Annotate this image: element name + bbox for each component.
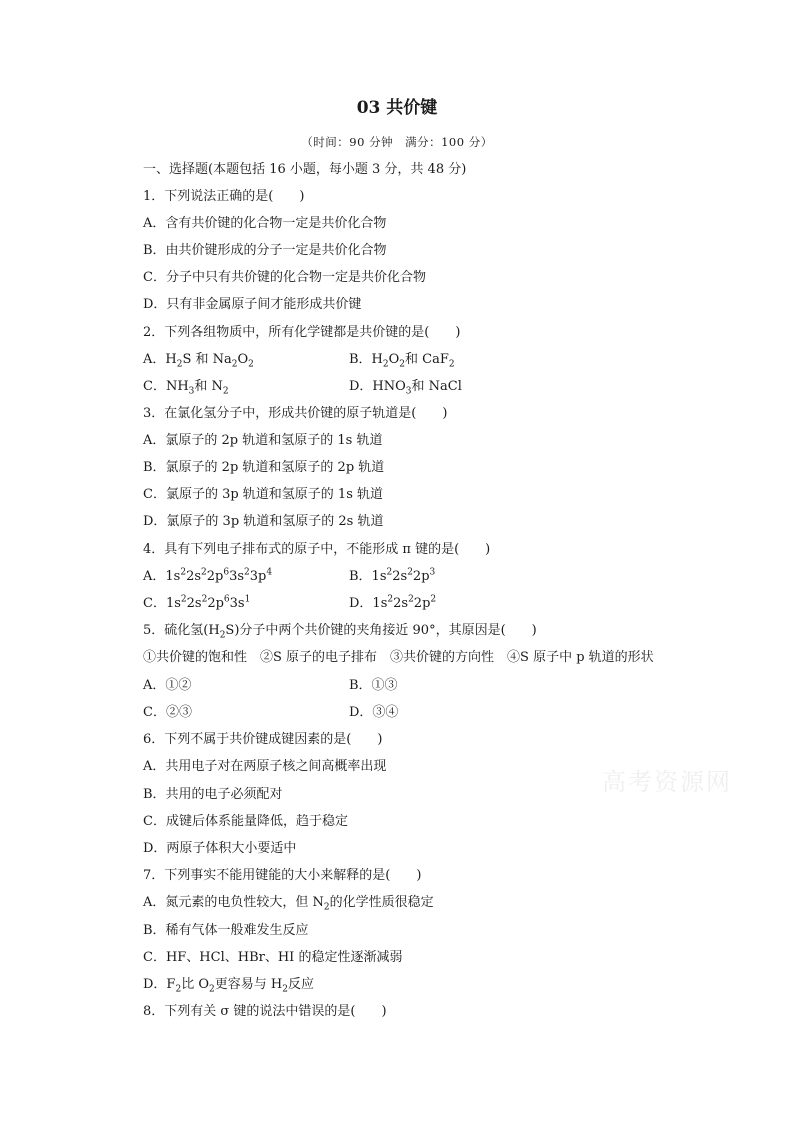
question-2-option-a: A．$H_2S$ 和 $Na_2O_2$ bbox=[143, 352, 254, 370]
question-7-option-a: A．氮元素的电负性较大，但 $N_2$的化学性质很稳定 bbox=[143, 895, 434, 913]
question-1-option-b: B．由共价键形成的分子一定是共价化合物 bbox=[143, 243, 387, 258]
question-3-option-b: B．氯原子的 2p 轨道和氢原子的 2p 轨道 bbox=[143, 460, 385, 475]
exam-subtitle: （时间：90 分钟 满分：100 分） bbox=[301, 135, 493, 149]
question-7-option-c: C．HF、HCl、HBr、HI 的稳定性逐渐减弱 bbox=[143, 950, 403, 965]
question-6-option-a: A．共用电子对在两原子核之间高概率出现 bbox=[143, 759, 387, 774]
question-5-option-a: A．①② bbox=[143, 678, 192, 693]
question-7-option-b: B．稀有气体一般难发生反应 bbox=[143, 923, 309, 938]
question-2-option-d: D．$HNO_3$和 NaCl bbox=[349, 379, 462, 397]
question-6-option-d: D．两原子体积大小要适中 bbox=[143, 841, 297, 856]
question-4-option-c: C．$1s^22s^22p^63s^1$ bbox=[143, 594, 251, 611]
question-5-option-c: C．②③ bbox=[143, 705, 192, 720]
question-4-stem: 4．具有下列电子排布式的原子中，不能形成 π 键的是( ) bbox=[143, 542, 491, 557]
question-5-stem: 5．硫化氢$(H_2S)$分子中两个共价键的夹角接近 90°，其原因是( ) bbox=[143, 623, 537, 641]
question-1-stem: 1．下列说法正确的是( ) bbox=[143, 189, 305, 204]
question-4-option-b: B．$1s^22s^22p^3$ bbox=[349, 567, 436, 584]
question-5-statements: ①共价键的饱和性 ②S 原子的电子排布 ③共价键的方向性 ④S 原子中 p 轨道的形状 bbox=[143, 650, 654, 665]
question-6-option-b: B．共用的电子必须配对 bbox=[143, 787, 283, 802]
question-2-option-c: C．$NH_3$和 $N_2$ bbox=[143, 379, 229, 397]
question-7-option-d: D．$F_2$比 $O_2$更容易与 $H_2$反应 bbox=[143, 977, 314, 995]
question-1-option-c: C．分子中只有共价键的化合物一定是共价化合物 bbox=[143, 270, 426, 285]
question-4-option-d: D．$1s^22s^22p^2$ bbox=[349, 594, 437, 611]
question-2-stem: 2．下列各组物质中，所有化学键都是共价键的是( ) bbox=[143, 325, 461, 340]
question-6-stem: 6．下列不属于共价键成键因素的是( ) bbox=[143, 732, 383, 747]
question-3-option-d: D．氯原子的 3p 轨道和氢原子的 2s 轨道 bbox=[143, 514, 384, 529]
question-3-stem: 3．在氯化氢分子中，形成共价键的原子轨道是( ) bbox=[143, 406, 448, 421]
question-7-stem: 7．下列事实不能用键能的大小来解释的是( ) bbox=[143, 868, 422, 883]
watermark: 高考资源网 bbox=[602, 768, 732, 796]
question-1-option-a: A．含有共价键的化合物一定是共价化合物 bbox=[143, 216, 387, 231]
question-5-option-b: B．①③ bbox=[349, 678, 398, 693]
section-heading: 一、选择题(本题包括 16 小题，每小题 3 分，共 48 分) bbox=[143, 162, 467, 177]
question-4-option-a: A．$1s^22s^22p^63s^23p^4$ bbox=[143, 567, 273, 584]
question-3-option-c: C．氯原子的 3p 轨道和氢原子的 1s 轨道 bbox=[143, 487, 384, 502]
question-5-option-d: D．③④ bbox=[349, 705, 399, 720]
question-3-option-a: A．氯原子的 2p 轨道和氢原子的 1s 轨道 bbox=[143, 433, 383, 448]
question-1-option-d: D．只有非金属原子间才能形成共价键 bbox=[143, 297, 362, 312]
question-8-stem: 8．下列有关 σ 键的说法中错误的是( ) bbox=[143, 1004, 387, 1019]
page-title: 03 共价键 bbox=[356, 98, 438, 118]
question-6-option-c: C．成键后体系能量降低，趋于稳定 bbox=[143, 814, 348, 829]
question-2-option-b: B．$H_2O_2$和 CaF$_2$ bbox=[349, 352, 455, 370]
